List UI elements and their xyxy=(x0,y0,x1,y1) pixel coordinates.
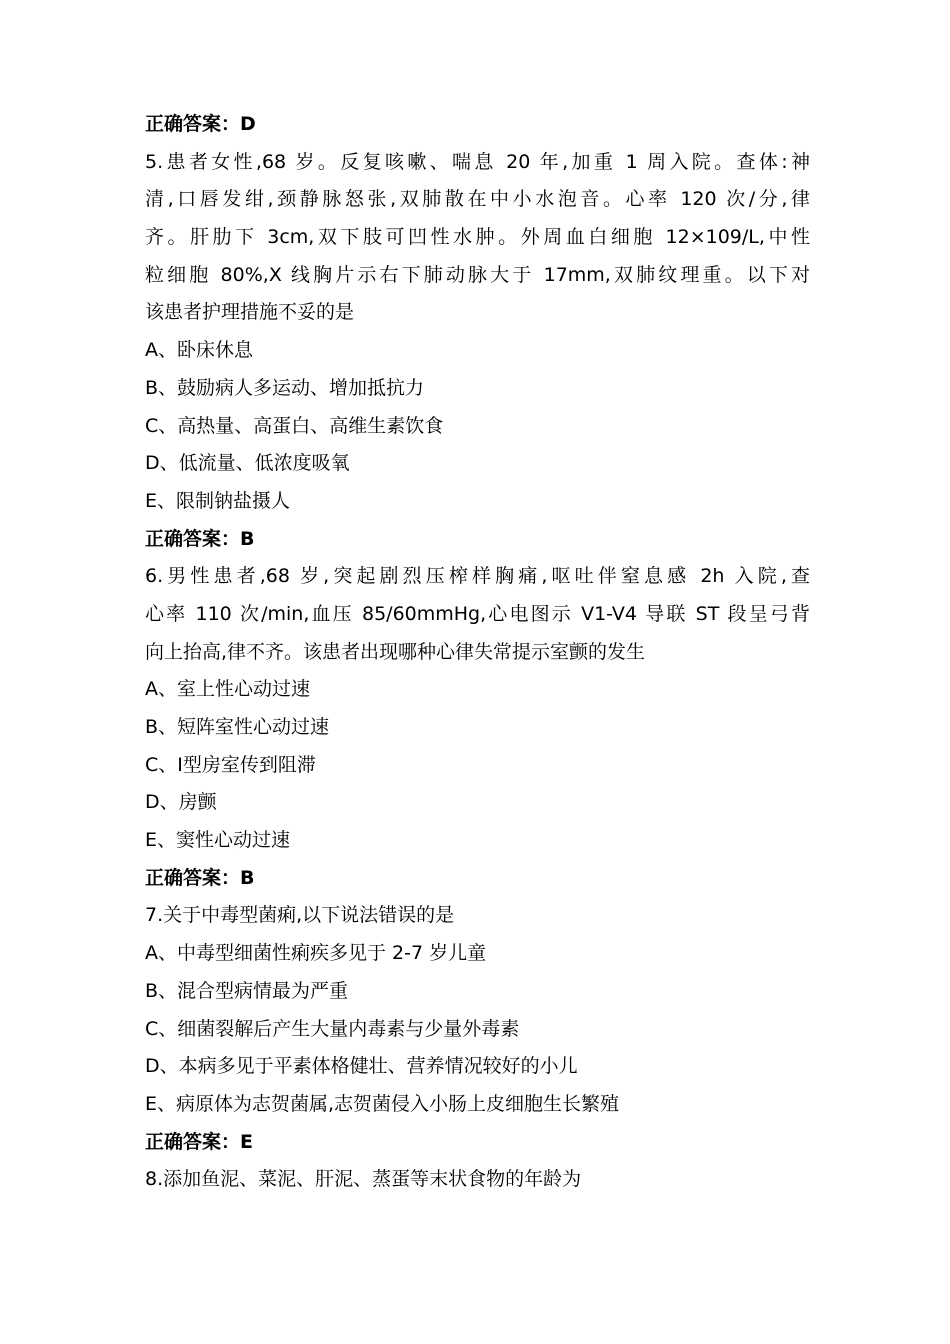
correct-answer: 正确答案：B xyxy=(145,527,255,550)
question-text-line: 心率 110 次/min,血压 85/60mmHg,心电图示 V1-V4 导联 ST 段呈弓背 xyxy=(145,602,810,625)
answer-option: B、混合型病情最为严重 xyxy=(145,979,349,1002)
answer-option: D、本病多见于平素体格健壮、营养情况较好的小儿 xyxy=(145,1055,578,1078)
correct-answer: 正确答案：D xyxy=(145,113,256,135)
answer-option: A、中毒型细菌性痢疾多见于 2-7 岁儿童 xyxy=(145,942,487,965)
answer-option: C、细菌裂解后产生大量内毒素与少量外毒素 xyxy=(145,1017,520,1040)
exam-content xyxy=(145,106,810,1199)
question-text-line: 8.添加鱼泥、菜泥、肝泥、蒸蛋等末状食物的年龄为 xyxy=(145,1168,582,1191)
answer-option: E、病原体为志贺菌属,志贺菌侵入小肠上皮细胞生长繁殖 xyxy=(145,1092,620,1115)
answer-option: E、窦性心动过速 xyxy=(145,829,291,852)
correct-answer: 正确答案：B xyxy=(145,866,255,889)
answer-option: D、房颤 xyxy=(145,791,217,814)
question-text-line: 5.患者女性,68 岁。反复咳嗽、喘息 20 年,加重 1 周入院。查体:神 xyxy=(145,150,810,173)
question-text-line: 粒细胞 80%,X 线胸片示右下肺动脉大于 17mm,双肺纹理重。以下对 xyxy=(145,263,810,286)
answer-option: E、限制钠盐摄人 xyxy=(145,489,291,512)
question-text-line: 该患者护理措施不妥的是 xyxy=(145,301,355,324)
question-text-line: 齐。肝肋下 3cm,双下肢可凹性水肿。外周血白细胞 12×109/L,中性 xyxy=(145,226,810,249)
answer-option: B、短阵室性心动过速 xyxy=(145,716,330,738)
question-text-line: 6.男性患者,68 岁,突起剧烈压榨样胸痛,呕吐伴窒息感 2h 入院,查 xyxy=(145,565,810,588)
answer-option: D、低流量、低浓度吸氧 xyxy=(145,452,350,475)
question-text-line: 向上抬高,律不齐。该患者出现哪种心律失常提示室颤的发生 xyxy=(145,640,646,663)
question-text-line: 7.关于中毒型菌痢,以下说法错误的是 xyxy=(145,904,455,927)
answer-option: A、卧床休息 xyxy=(145,339,253,362)
question-text-line: 清,口唇发绀,颈静脉怒张,双肺散在中小水泡音。心率 120 次/分,律 xyxy=(145,188,810,211)
correct-answer: 正确答案：E xyxy=(145,1130,253,1153)
answer-option: A、室上性心动过速 xyxy=(145,678,310,701)
answer-option: C、高热量、高蛋白、高维生素饮食 xyxy=(145,414,444,437)
answer-option: C、Ⅰ型房室传到阻滞 xyxy=(145,753,316,776)
answer-option: B、鼓励病人多运动、增加抵抗力 xyxy=(145,376,425,399)
